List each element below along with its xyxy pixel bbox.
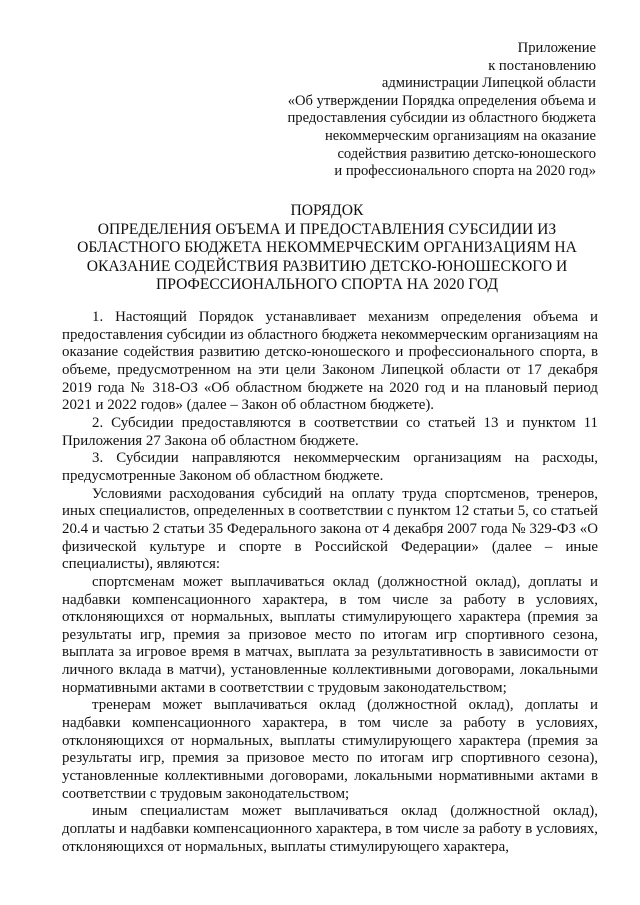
title-heading: ПОРЯДОК [290, 202, 364, 219]
scan-artifact [140, 2, 180, 4]
paragraph-conditions: Условиями расходования субсидий на оплату труда спортсменов, тренеров, иных специалистов, определенных в соответствии с пунктом 12 статьи 5, со статьей 20.4 и частью 2 статьи 35 Федерального закона от 4 декабря 2007 года № 329-ФЗ «О физической культуре и спорте в Российской Федерации» (далее – иные специалисты), являются: [62, 485, 598, 573]
title-line: ОБЛАСТНОГО БЮДЖЕТА НЕКОММЕРЧЕСКИМ ОРГАНИЗАЦИЯМ НА [77, 239, 577, 257]
annex-line: предоставления субсидии из областного бюджета [287, 110, 596, 127]
paragraph-athletes: спортсменам может выплачиваться оклад (должностной оклад), доплаты и надбавки компенсационного характера, в том числе за работу в условиях, отклоняющихся от нормальных, выплаты стимулирующего характера (премия за результаты игр, премия за призовое место по итогам игр спортивного сезона, выплата за игровое время в матчах, выплата за результативность в зависимости от личного вклада в матчи), установленные коллективными договорами, локальными нормативными актами в соответствии с трудовым законодательством; [62, 573, 598, 696]
title-line: ОКАЗАНИЕ СОДЕЙСТВИЯ РАЗВИТИЮ ДЕТСКО-ЮНОШЕСКОГО И [86, 257, 568, 275]
paragraph-2: 2. Субсидии предоставляются в соответствии со статьей 13 и пунктом 11 Приложения 27 Закона об областном бюджете. [62, 414, 598, 449]
annex-header [236, 40, 596, 181]
annex-line: Приложение [517, 40, 596, 56]
annex-line: «Об утверждении Порядка определения объема и [287, 92, 596, 109]
annex-line: некоммерческим организациям на оказание [324, 127, 596, 144]
title-line: ПРОФЕССИОНАЛЬНОГО СПОРТА НА 2020 ГОД [155, 276, 499, 294]
annex-line: администрации Липецкой области [381, 75, 596, 92]
paragraph-1: 1. Настоящий Порядок устанавливает механизм определения объема и предоставления субсидии из областного бюджета некоммерческим организациям на оказание содействия развитию детско-юношеского и профессионального спорта, в объеме, предусмотренном на эти цели Законом Липецкой области от 17 декабря 2019 года № 318-ОЗ «Об областном бюджете на 2020 год и на плановый период 2021 и 2022 годов» (далее – Закон об областном бюджете). [62, 309, 598, 414]
paragraph-other-specialists: иным специалистам может выплачиваться оклад (должностной оклад), доплаты и надбавки компенсационного характера, в том числе за работу в условиях, отклоняющихся от нормальных, выплаты стимулирующего характера, [62, 803, 598, 855]
annex-line: и профессионального спорта на 2020 год» [334, 163, 596, 180]
annex-line: содействия развитию детско-юношеского [337, 145, 596, 162]
document-body [62, 309, 598, 856]
annex-line: к постановлению [488, 57, 596, 74]
paragraph-coaches: тренерам может выплачиваться оклад (должностной оклад), доплаты и надбавки компенсационного характера, в том числе за работу в условиях, отклоняющихся от нормальных, выплаты стимулирующего характера (премия за результаты игр, премия за призовое место по итогам игр спортивного сезона), установленные коллективными договорами, локальными нормативными актами в соответствии с трудовым законодательством; [62, 697, 598, 802]
document-title [52, 202, 602, 295]
title-line: ОПРЕДЕЛЕНИЯ ОБЪЕМА И ПРЕДОСТАВЛЕНИЯ СУБСИДИИ ИЗ [97, 220, 557, 238]
paragraph-3: 3. Субсидии направляются некоммерческим организациям на расходы, предусмотренные Законом об областном бюджете. [62, 450, 598, 484]
